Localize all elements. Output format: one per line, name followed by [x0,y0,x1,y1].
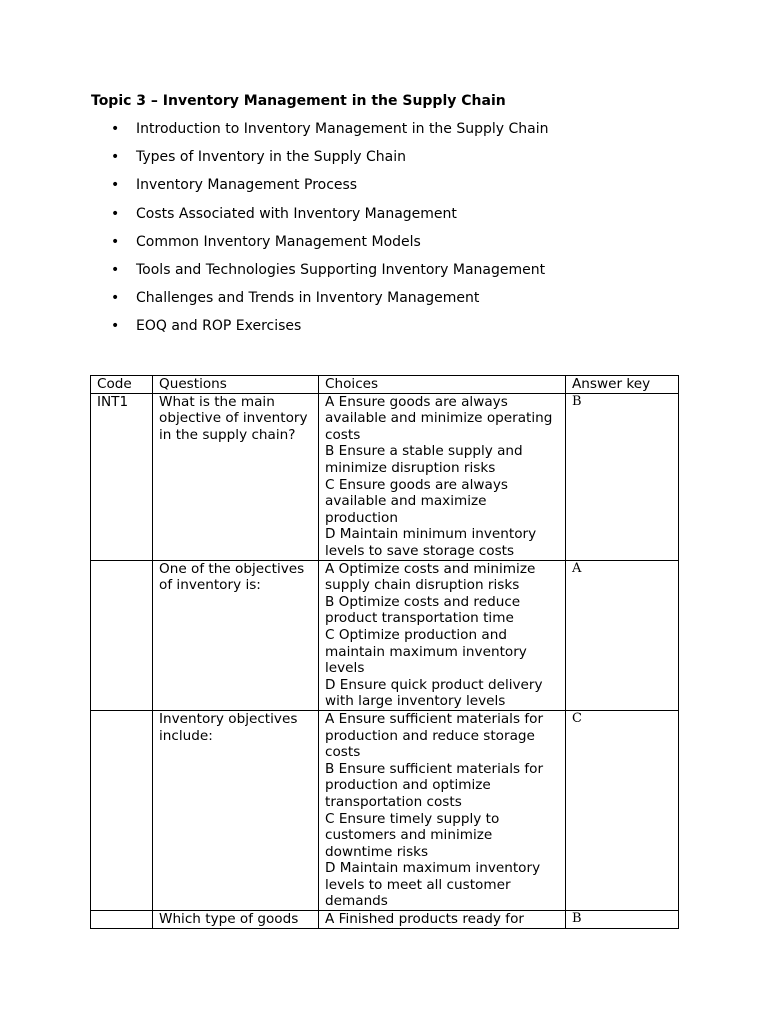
code-cell [91,710,153,910]
answer-cell: C [566,710,679,910]
table-header-row [91,376,679,394]
choices-cell [319,560,566,710]
topic-item-label: Types of Inventory in the Supply Chain [136,149,406,166]
table-row [91,911,679,929]
choice-option: A Ensure goods are always available and minimize operating costs [325,393,553,443]
topic-item-label: EOQ and ROP Exercises [136,318,302,335]
question-cell: Which type of goods [153,911,319,929]
code-cell: INT1 [91,393,153,560]
answer-cell: B [566,911,679,929]
question-cell: What is the main objective of inventory in the supply chain? [153,393,319,560]
topic-item-label: Tools and Technologies Supporting Inventory Management [136,261,546,278]
topic-item-label: Common Inventory Management Models [136,233,421,250]
choice-option: A Ensure sufficient materials for production and reduce storage costs [325,710,544,761]
choices-cell [319,710,566,910]
choice-option: A Optimize costs and minimize supply chain disruption risks [325,560,536,594]
topic-item-label: Inventory Management Process [136,177,358,194]
bullet-icon: • [111,121,120,137]
topic-item-label: Introduction to Inventory Management in the Supply Chain [136,121,549,137]
choice-option: D Maintain minimum inventory levels to save storage costs [325,526,537,559]
code-cell [91,911,153,929]
choice-option: D Ensure quick product delivery with large inventory levels [325,676,543,710]
topic-title: Topic 3 – Inventory Management in the Supply Chain [91,93,506,109]
bullet-icon: • [111,233,120,250]
bullet-icon: • [111,261,120,278]
bullet-icon: • [111,177,120,194]
answer-cell: A [566,560,679,710]
header-questions: Questions [153,376,319,394]
table-row [91,393,679,560]
header-choices: Choices [319,376,566,394]
bullet-icon: • [111,205,120,222]
header-code: Code [91,376,153,394]
choice-option: B Ensure a stable supply and minimize disruption risks [325,443,523,476]
choice-option: C Optimize production and maintain maximum inventory levels [325,626,527,677]
question-table [90,375,679,929]
bullet-icon: • [111,318,120,335]
choice-option: C Ensure goods are always available and maximize production [325,476,508,526]
topic-item-label: Costs Associated with Inventory Management [136,205,457,222]
question-cell: One of the objectives of inventory is: [153,560,319,710]
header-answer-key: Answer key [566,376,679,394]
choices-cell [319,393,566,560]
choice-option: C Ensure timely supply to customers and minimize downtime risks [325,810,500,860]
table-row [91,710,679,910]
answer-cell: B [566,393,679,560]
choice-option: D Maintain maximum inventory levels to meet all customer demands [325,860,541,910]
bullet-icon: • [111,149,120,166]
topic-item-label: Challenges and Trends in Inventory Management [136,290,480,307]
code-cell [91,560,153,710]
choice-option: B Ensure sufficient materials for production and optimize transportation costs [325,760,544,810]
choice-option: A Finished products ready for [325,911,524,928]
choices-cell [319,911,566,929]
question-cell: Inventory objectives include: [153,710,319,910]
choice-option: B Optimize costs and reduce product transportation time [325,593,521,627]
table-row [91,560,679,710]
bullet-icon: • [111,290,120,307]
